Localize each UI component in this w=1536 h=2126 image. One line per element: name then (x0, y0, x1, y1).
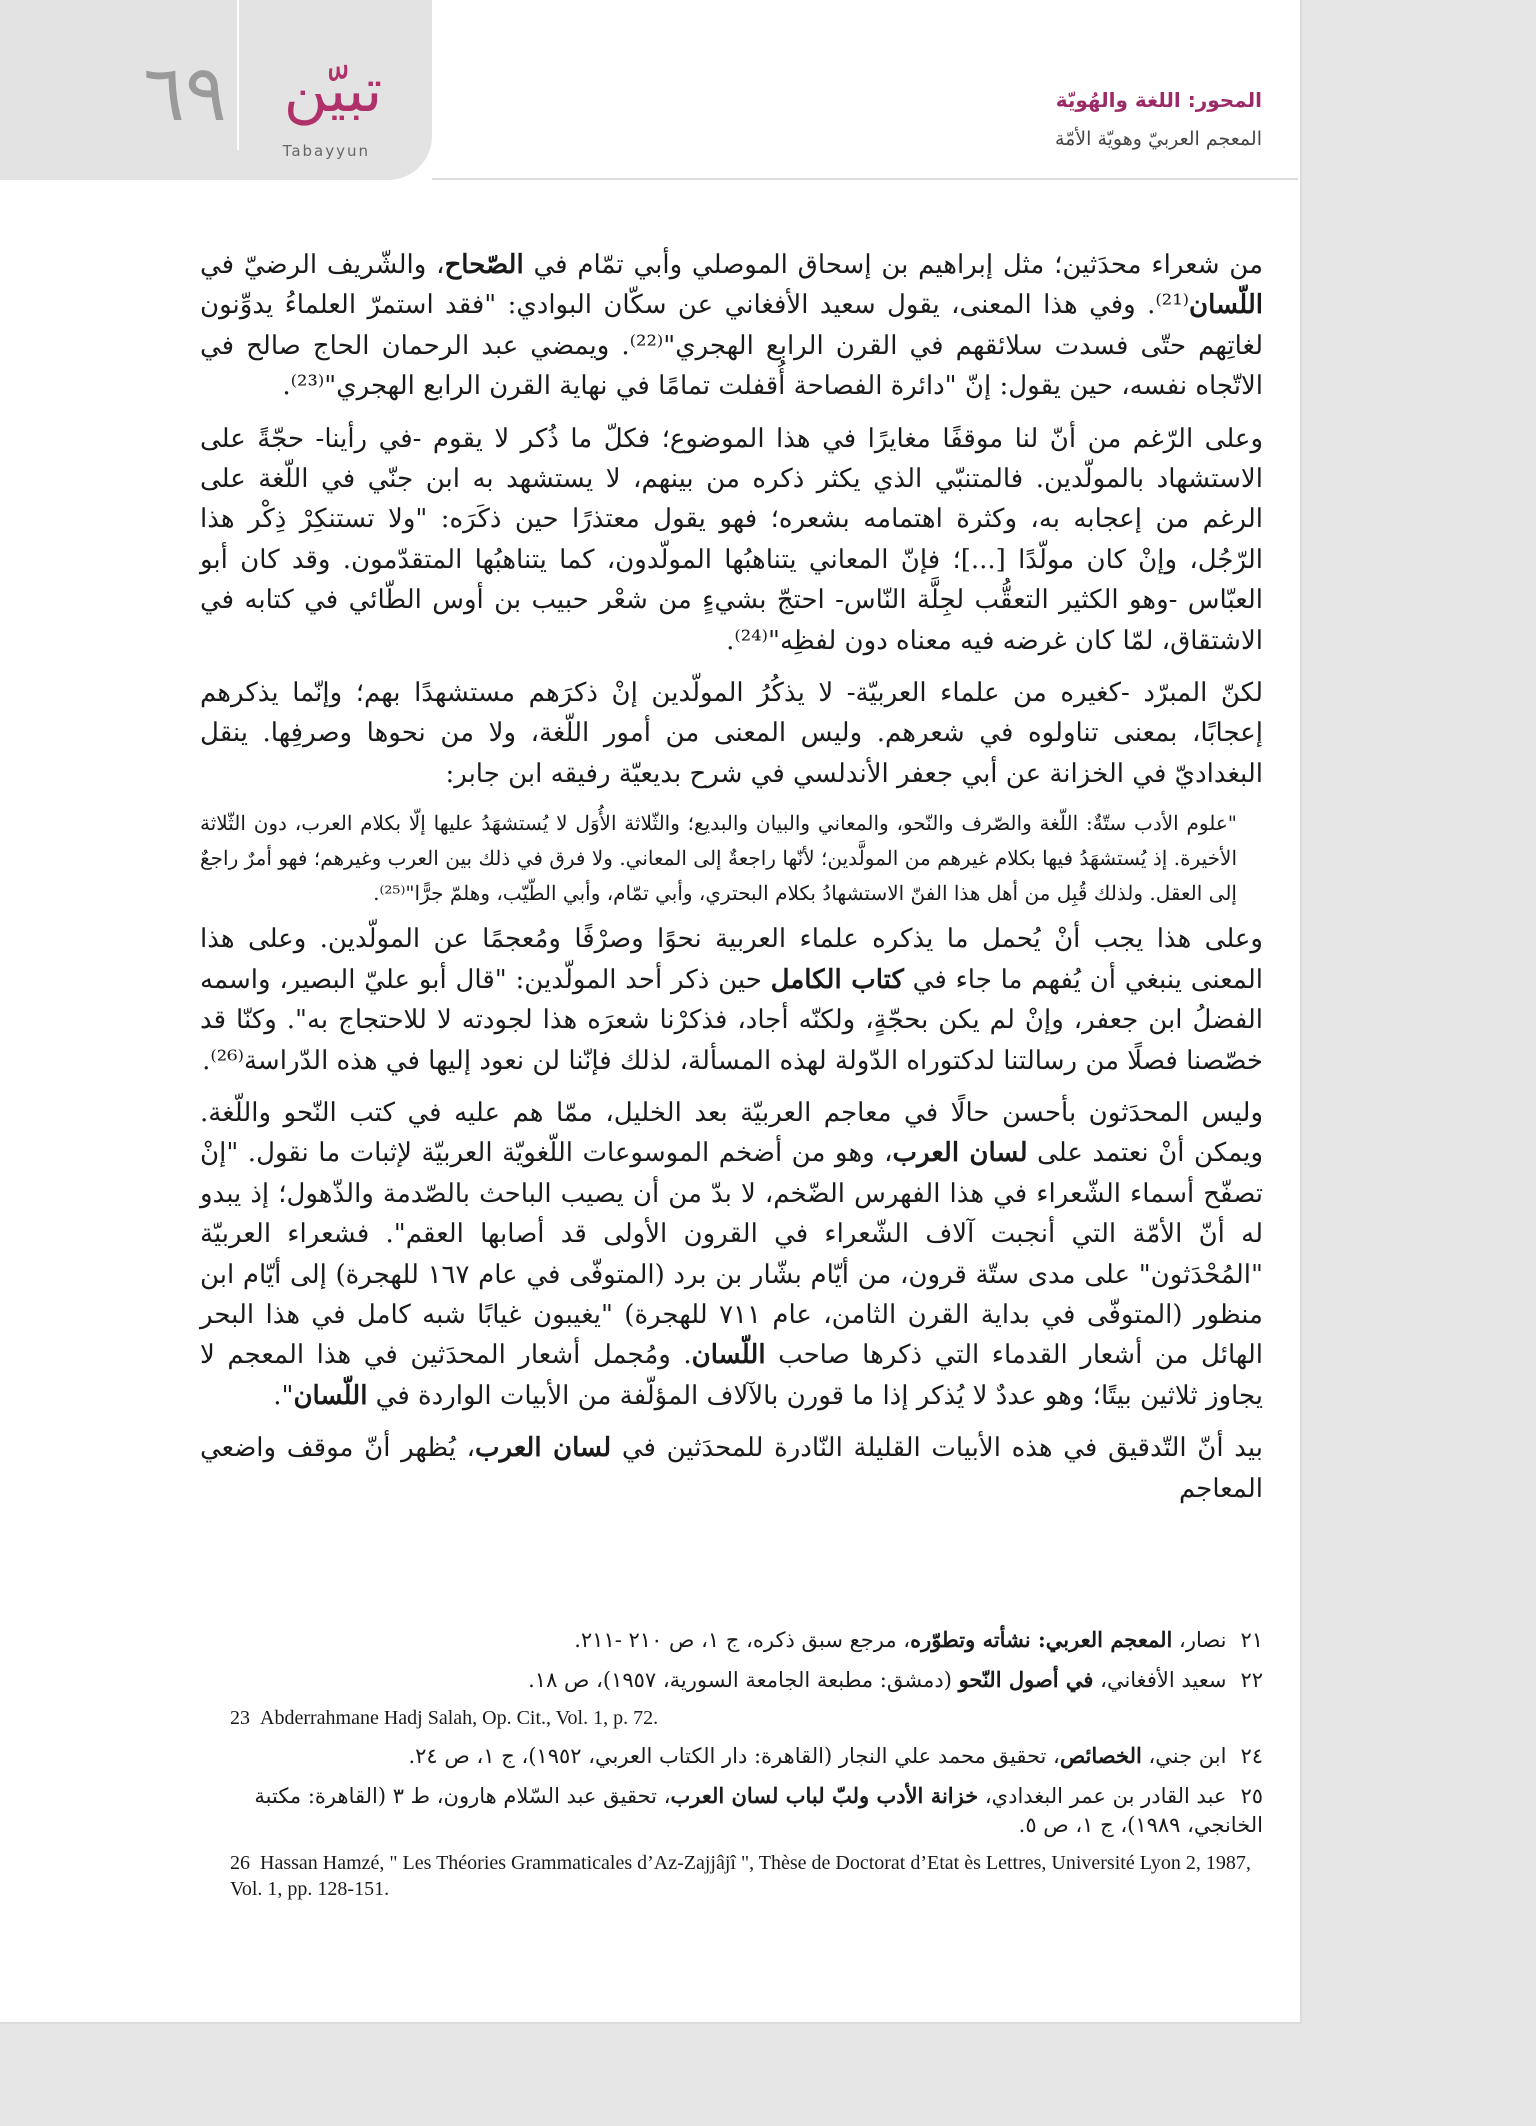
footnote-21 (230, 1625, 1263, 1655)
header-rule (432, 178, 1298, 180)
text-run: ". (273, 1380, 294, 1411)
paragraph-2: وعلى الرّغم من أنّ لنا موقفًا مغايرًا في هذا الموضوع؛ فكلّ ما ذُكر لا يقوم -في رأينا- حجّةً على الاستشهاد بالمولّدين. فالمتنبّي الذي يكثر ذكره من بينهم، لا يستشهد به ابن جنّي في اللّغة على الرغم من إعجابه به، وكثرة اهتمامه بشعره؛ فهو يقول معتذرًا حين ذكَرَه: "ولا تستنكِرْ ذِكْر هذا الرّجُل، وإنْ كان مولّدًا [...]؛ فإنّ المعاني يتناهبُها المولّدون، كما يتناهبُها المتقدّمون. وقد كان أبو العبّاس -وهو الكثير التعقُّب لجِلَّة النّاس- احتجّ بشيءٍ من شعْر حبيب بن أوس الطّائي في كتابه في الاشتقاق، لمّا كان غرضه فيه معناه دون لفظِه"⁽²⁴⁾. (200, 423, 1263, 656)
text-run: ⁽²¹⁾. وفي هذا المعنى، يقول سعيد الأفغاني عن سكّان البوادي: "فقد استمرّ العلماءُ يدوِّنون لغاتِهم حتّى فسدت سلائقهم في القرن الرابع الهجري"⁽²²⁾. ويمضي عبد الرحمان الحاج صالح في الاتّجاه نفسه، حين يقول: إنّ "دائرة الفصاحة أُقفلت تمامًا في نهاية القرن الرابع الهجري"⁽²³⁾. (200, 290, 1263, 402)
journal-logo (258, 58, 408, 168)
text-run: ، تحقيق محمد علي النجار (القاهرة: دار الكتاب العربي، ١٩٥٢)، ج ١، ص ٢٤. (408, 1744, 1060, 1768)
article-title: المعجم العربيّ وهويّة الأمّة (1054, 128, 1262, 150)
footnote-number: ٢٥ (1240, 1784, 1263, 1808)
bold-term: كتاب الكامل (770, 964, 904, 995)
footnote-number: ٢١ (1240, 1628, 1263, 1652)
text-run: وعلى هذا يجب أنْ يُحمل ما يذكره علماء العربية نحوًا وصرْفًا ومُعجمًا عن المولّدين. وعلى هذا المعنى ينبغي أن يُفهم ما جاء في (200, 924, 1263, 995)
bold-term: في أصول النّحو (958, 1667, 1094, 1692)
logo-latin: Tabayyun (282, 142, 370, 160)
text-run: سعيد الأفغاني، (1093, 1668, 1227, 1692)
text-run: ، والشّريف الرضيّ في (200, 250, 445, 280)
text-run: ، وهو من أضخم الموسوعات اللّغويّة العربيّة لإثبات ما نقول. "إنْ تصفّح أسماء الشّعراء في هذا الفهرس الضّخم، لا بدّ من أن يصيب الباحث بالصّدمة والذّهول؛ إذ يبدو له أنّ الأمّة التي أنجبت آلاف الشّعراء في القرون الأولى قد أصابها العقم". فشعراء العربيّة "المُحْدَثون" على مدى ستّة قرون، من أيّام بشّار بن برد (المتوفّى في عام ١٦٧ للهجرة) إلى أيّام ابن منظور (المتوفّى في بداية القرن الثامن، عام ٧١١ للهجرة) "يغيبون غيابًا شبه كامل في هذا البحر الهائل من أشعار القدماء التي ذكرها صاحب (200, 1138, 1264, 1371)
bold-term: خزانة الأدب ولبّ لباب لسان العرب (670, 1783, 979, 1808)
footnote-23 (230, 1705, 1263, 1731)
bold-term: الخصائص (1059, 1743, 1142, 1768)
section-title: المحور: اللغة والهُويّة (1055, 88, 1262, 112)
text-run: من شعراء محدَثين؛ مثل إبراهيم بن إسحاق الموصلي وأبي تمّام في (523, 250, 1263, 280)
paragraph-1 (200, 245, 1263, 407)
footnote-25 (230, 1781, 1263, 1840)
footnotes (230, 1625, 1263, 1912)
header-divider (237, 0, 239, 150)
article-body (200, 245, 1263, 1521)
footnote-number: 23 (230, 1707, 250, 1729)
footnote-22 (230, 1665, 1263, 1695)
text-run: Abderrahmane Hadj Salah, Op. Cit., Vol. 1, p. 72. (260, 1707, 659, 1729)
text-run: . ومُجمل أشعار المحدَثين في هذا المعجم لا يجاوز ثلاثين بيتًا؛ وهو عددٌ لا يُذكر إذا ما قورن بالآلاف المؤلّفة من الأبيات الواردة في (200, 1340, 1263, 1411)
bold-term: الصّحاح (444, 250, 524, 280)
logo-arabic: تبيّن (283, 56, 383, 126)
text-run: ابن جني، (1141, 1744, 1227, 1768)
paragraph-3: لكنّ المبرّد -كغيره من علماء العربيّة- لا يذكُرُ المولّدين إنْ ذكرَهم مستشهدًا بهم؛ وإنّما يذكرهم إعجابًا، بمعنى تناولوه في شعرهم. وليس المعنى من أمور اللّغة، ولا من نحوها وصرفِها. ينقل البغداديّ في الخزانة عن أبي جعفر الأندلسي في شرح بديعيّة رفيقه ابن جابر: (200, 678, 1263, 789)
footnote-26 (230, 1850, 1263, 1902)
text-run: (دمشق: مطبعة الجامعة السورية، ١٩٥٧)، ص ١٨. (528, 1668, 959, 1692)
bold-term: لسان العرب (475, 1433, 612, 1464)
text-run: بيد أنّ التّدقيق في هذه الأبيات القليلة النّادرة للمحدَثين في (611, 1433, 1264, 1464)
paragraph-6 (200, 1428, 1263, 1509)
footnote-number: ٢٢ (1240, 1668, 1263, 1692)
block-quote: "علوم الأدب ستّةٌ: اللّغة والصّرف والنّحو، والمعاني والبيان والبديع؛ والثّلاثة الأُوَل لا يُستشهَدُ عليها إلّا بكلام العرب، دون الثّلاثة الأخيرة. إذ يُستشهَدُ فيها بكلام غيرهم من المولَّدين؛ لأنّها راجعةٌ إلى المعاني. ولا فرق في ذلك بين العرب وغيرهم؛ فهو أمرٌ راجعٌ إلى العقل. ولذلك قُبِل من أهل هذا الفنّ الاستشهادُ بكلام البحتري، وأبي تمّام، وأبي الطّيّب، وهلمّ جرًّا"⁽²⁵⁾. (200, 811, 1237, 906)
text-run: ، يُظهر أنّ موقف واضعي المعاجم (200, 1433, 1263, 1504)
text-run: نصار، (1172, 1628, 1227, 1652)
text-run: وليس المحدَثون بأحسن حالًا في معاجم العربيّة بعد الخليل، ممّا هم عليه في كتب النّحو واللّغة. ويمكن أنْ نعتمد على (200, 1097, 1264, 1169)
paragraph-5 (200, 1093, 1263, 1416)
text-run: ، تحقيق عبد السّلام هارون، ط ٣ (القاهرة: مكتبة الخانجي، ١٩٨٩)، ج ١، ص ٥. (254, 1784, 1263, 1837)
page-number: ٦٩ (143, 49, 227, 139)
header-band (0, 0, 432, 180)
footnote-number: 26 (230, 1852, 250, 1874)
footnote-number: ٢٤ (1240, 1744, 1263, 1768)
bold-term: اللّسان (691, 1340, 766, 1371)
bold-term: اللّسان (293, 1380, 368, 1411)
paragraph-4 (200, 919, 1263, 1081)
text-run: ، مرجع سبق ذكره، ج ١، ص ٢١٠ -٢١١. (574, 1628, 911, 1652)
bold-term: اللّسان (1189, 290, 1263, 321)
text-run: عبد القادر بن عمر البغدادي، (978, 1784, 1227, 1808)
bold-term: المعجم العربي: نشأته وتطوّره (910, 1627, 1173, 1652)
text-run: حين ذكر أحد المولّدين: "قال أبو عليّ البصير، واسمه الفضلُ ابن جعفر، وإنْ لم يكن بحجّةٍ، ولكنّه أجاد، فذكرْنا شعرَه هذا لجودته لا للاحتجاج به". وكنّا قد خصّصنا فصلًا من رسالتنا لدكتوراه الدّولة لهذه المسألة، لذلك فإنّنا لن نعود إليها في هذه الدّراسة⁽²⁶⁾. (200, 964, 1263, 1076)
footnote-24 (230, 1741, 1263, 1771)
text-run: Hassan Hamzé, " Les Théories Grammaticales d’Az-Zajjâjî ", Thèse de Doctorat d’Etat ès Lettres, Université Lyon 2, 1987, Vol. 1, pp. 128-151. (230, 1852, 1251, 1900)
bold-term: لسان العرب (892, 1138, 1028, 1169)
